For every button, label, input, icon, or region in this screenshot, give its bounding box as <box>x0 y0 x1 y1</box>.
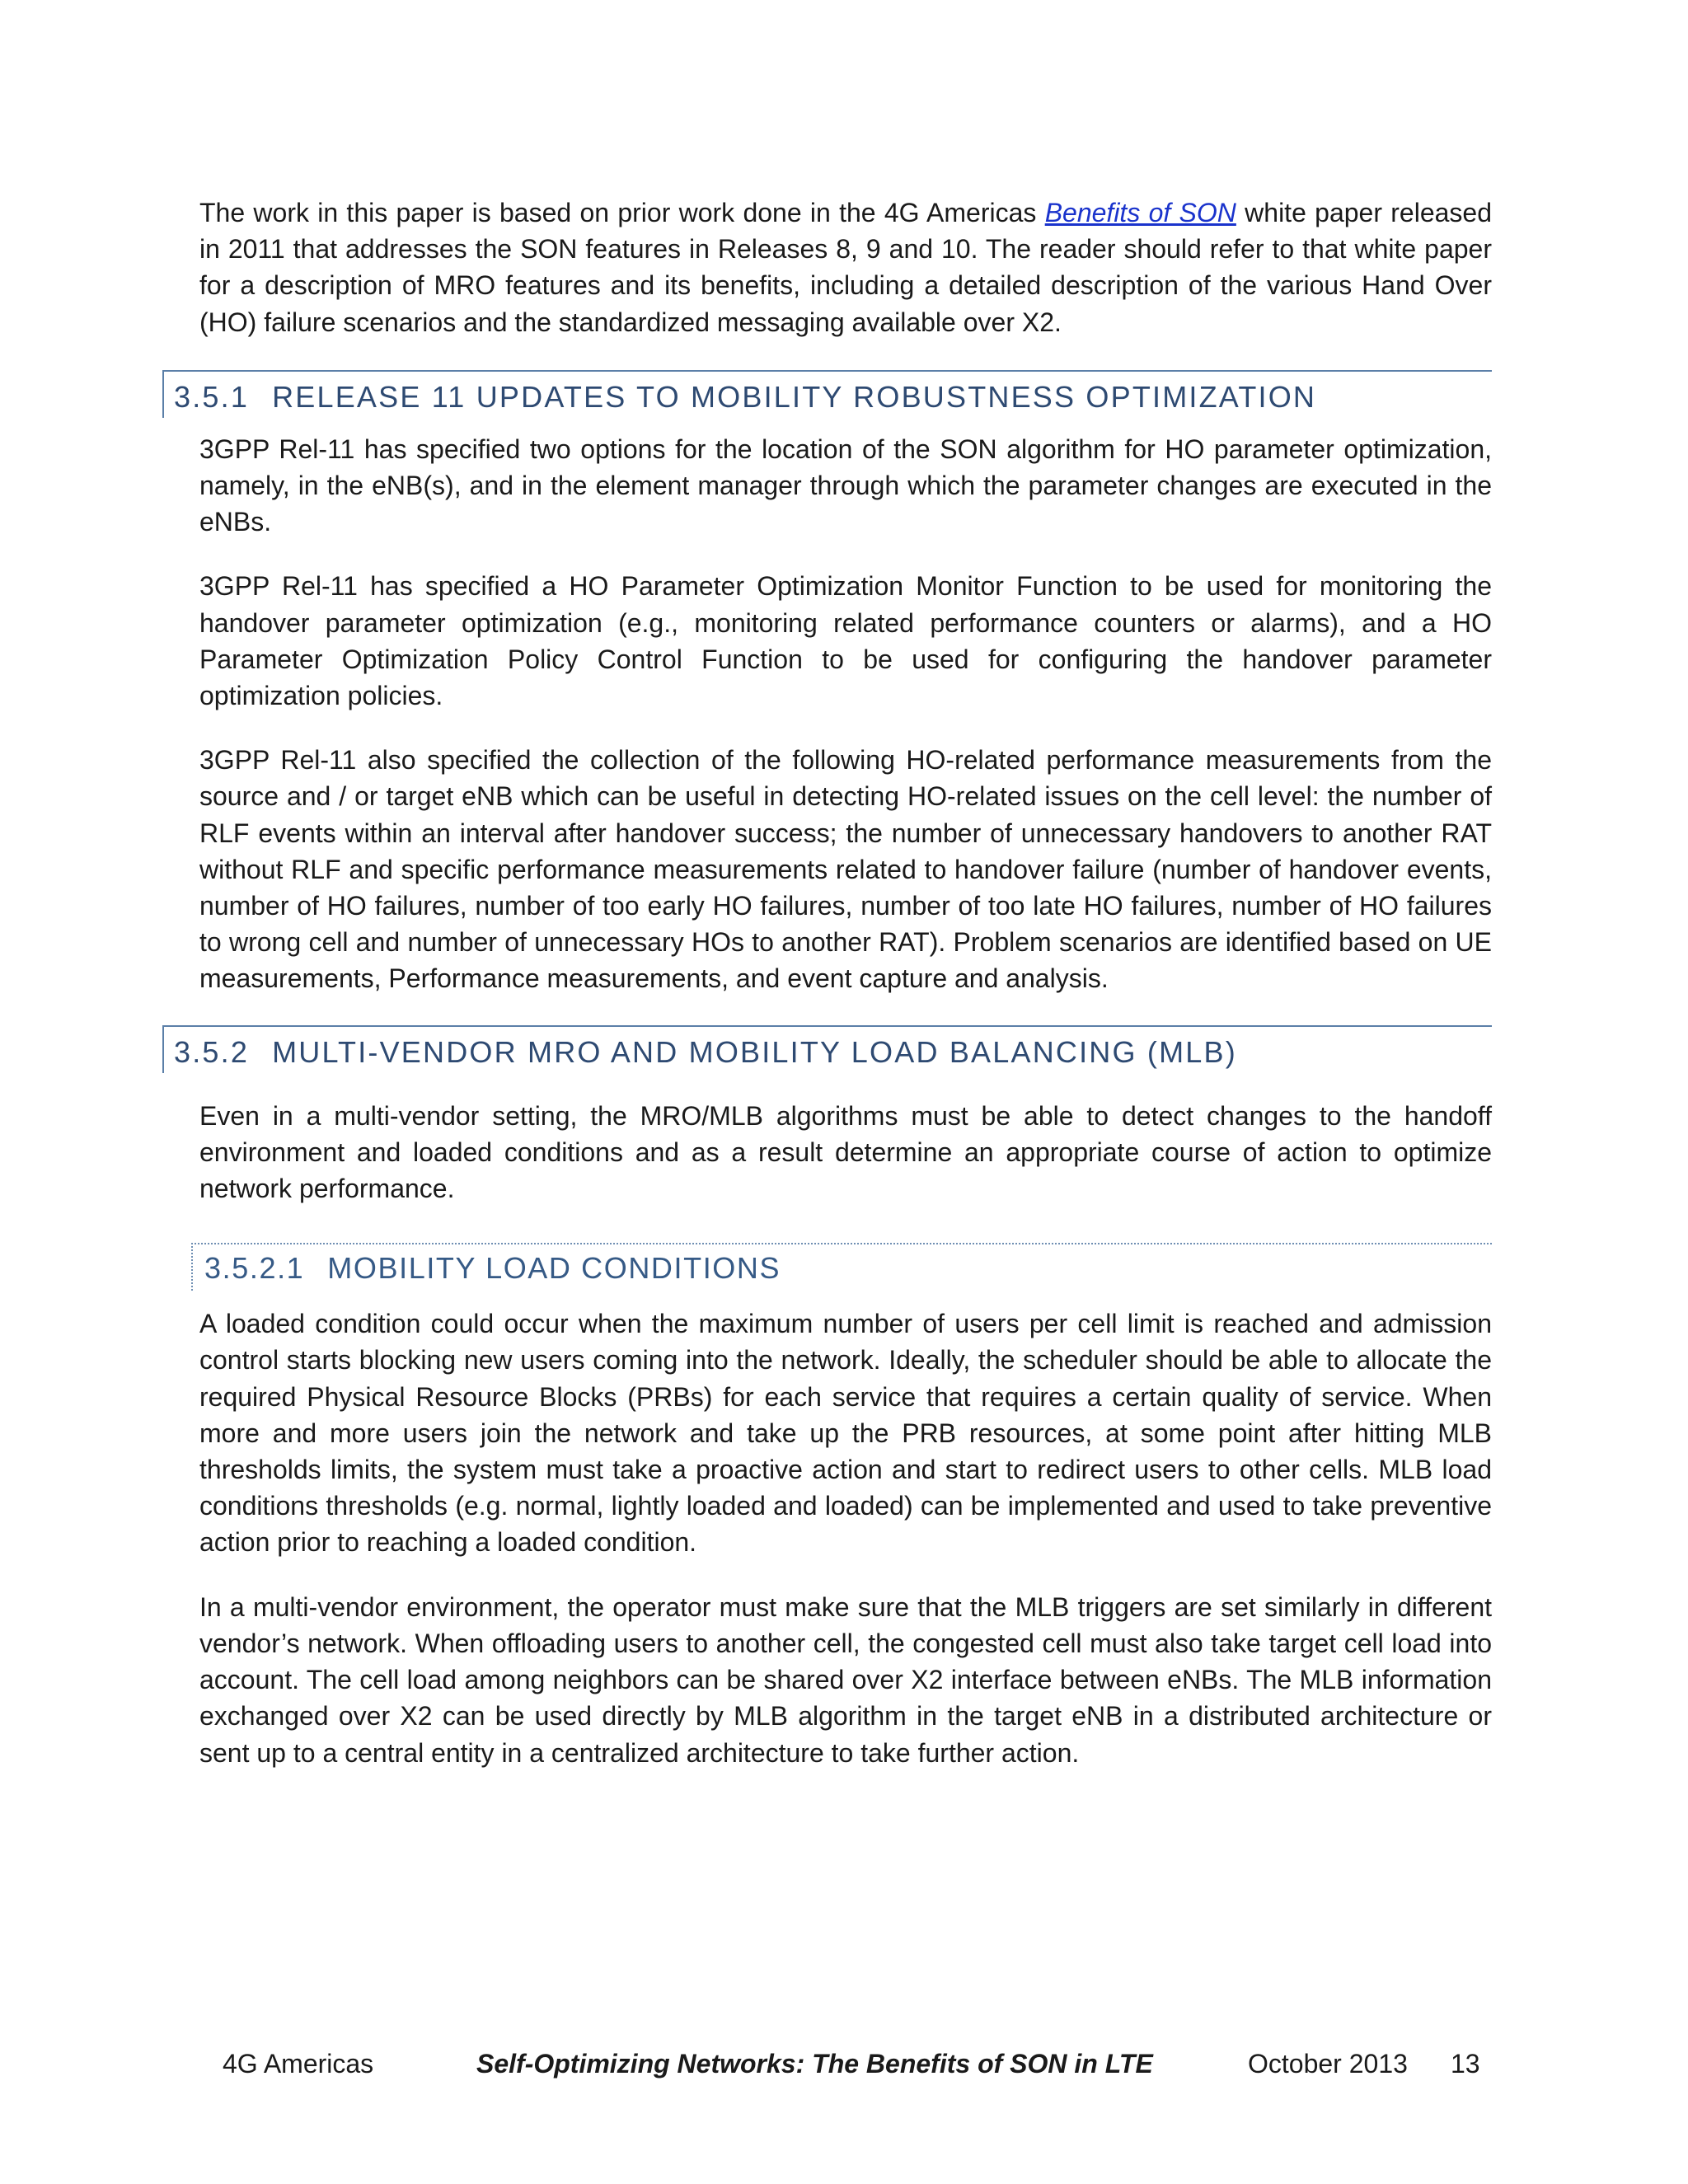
benefits-of-son-link[interactable]: Benefits of SON <box>1044 198 1236 227</box>
paragraph: Even in a multi-vendor setting, the MRO/MLB algorithms must be able to detect changes to the handoff environment and loaded conditions and as a result determine an appropriate course of action to optimize network performance. <box>199 1100 1492 1204</box>
intro-paragraph <box>199 194 1492 340</box>
page-footer <box>0 2049 1688 2085</box>
page-number: 13 <box>1451 2049 1480 2079</box>
intro-text-after-link: white paper released in 2011 that addresses the SON features in Releases 8, 9 and 10. The reader should refer to that white paper for a description of MRO features and its benefits, including a detailed description of the various Hand Over (HO) failure scenarios and the standardized messaging available over X2. <box>199 198 1493 337</box>
paragraph: In a multi-vendor environment, the operator must make sure that the MLB triggers are set similarly in different vendor’s network. When offloading users to another cell, the congested cell must also take target cell load into account. The cell load among neighbors can be shared over X2 interface between eNBs. The MLB information exchanged over X2 can be used directly by MLB algorithm in the target eNB in a distributed architecture or sent up to a central entity in a centralized architecture to take further action. <box>199 1591 1492 1768</box>
section-heading-3-5-2-1 <box>191 1243 1492 1291</box>
page-content <box>174 194 1493 1771</box>
paragraph: 3GPP Rel-11 also specified the collection of the following HO-related performance measurements from the source and / or target eNB which can be useful in detecting HO-related issues on the cell level: the number of RLF events within an interval after handover success; the number of unnecessary handovers to another RAT without RLF and specific performance measurements related to handover failure (number of handover events, number of HO failures, number of too early HO failures, number of too late HO failures, number of HO failures to wrong cell and number of unnecessary HOs to another RAT). Problem scenarios are identified based on UE measurements, Performance measurements, and event capture and analysis. <box>199 745 1492 994</box>
section-title: RELEASE 11 UPDATES TO MOBILITY ROBUSTNESS OPTIMIZATION <box>272 379 1317 414</box>
paragraph: 3GPP Rel-11 has specified a HO Parameter Optimization Monitor Function to be used for monitoring the handover parameter optimization (e.g., monitoring related performance counters or alarms), and a HO Parameter Optimization Policy Control Function to be used for configuring the handover parameter optimization policies. <box>199 571 1492 711</box>
section-heading-3-5-1 <box>162 370 1492 418</box>
section-title: MOBILITY LOAD CONDITIONS <box>327 1251 781 1286</box>
section-number: 3.5.2.1 <box>204 1251 305 1286</box>
footer-org: 4G Americas <box>223 2049 374 2079</box>
intro-text-before-link: The work in this paper is based on prior work done in the 4G Americas <box>199 198 1045 227</box>
section-heading-3-5-2 <box>162 1025 1492 1073</box>
footer-date: October 2013 <box>1248 2049 1408 2079</box>
paragraph: 3GPP Rel-11 has specified two options for the location of the SON algorithm for HO parameter optimization, namely, in the eNB(s), and in the element manager through which the parameter changes are executed in the eNBs. <box>199 434 1492 537</box>
section-number: 3.5.2 <box>174 1034 250 1069</box>
paragraph: A loaded condition could occur when the maximum number of users per cell limit is reached and admission control starts blocking new users coming into the network. Ideally, the scheduler should be able to allocate the required Physical Resource Blocks (PRBs) for each service that requires a certain quality of service. When more and more users join the network and take up the PRB resources, at some point after hitting MLB thresholds limits, the system must take a proactive action and start to redirect users to other cells. MLB load conditions thresholds (e.g. normal, lightly loaded and loaded) can be implemented and used to take preventive action prior to reaching a loaded condition. <box>199 1309 1492 1558</box>
section-number: 3.5.1 <box>174 379 250 414</box>
footer-title: Self-Optimizing Networks: The Benefits of SON in LTE <box>476 2049 1153 2079</box>
section-title: MULTI-VENDOR MRO AND MOBILITY LOAD BALANCING (MLB) <box>272 1034 1237 1069</box>
